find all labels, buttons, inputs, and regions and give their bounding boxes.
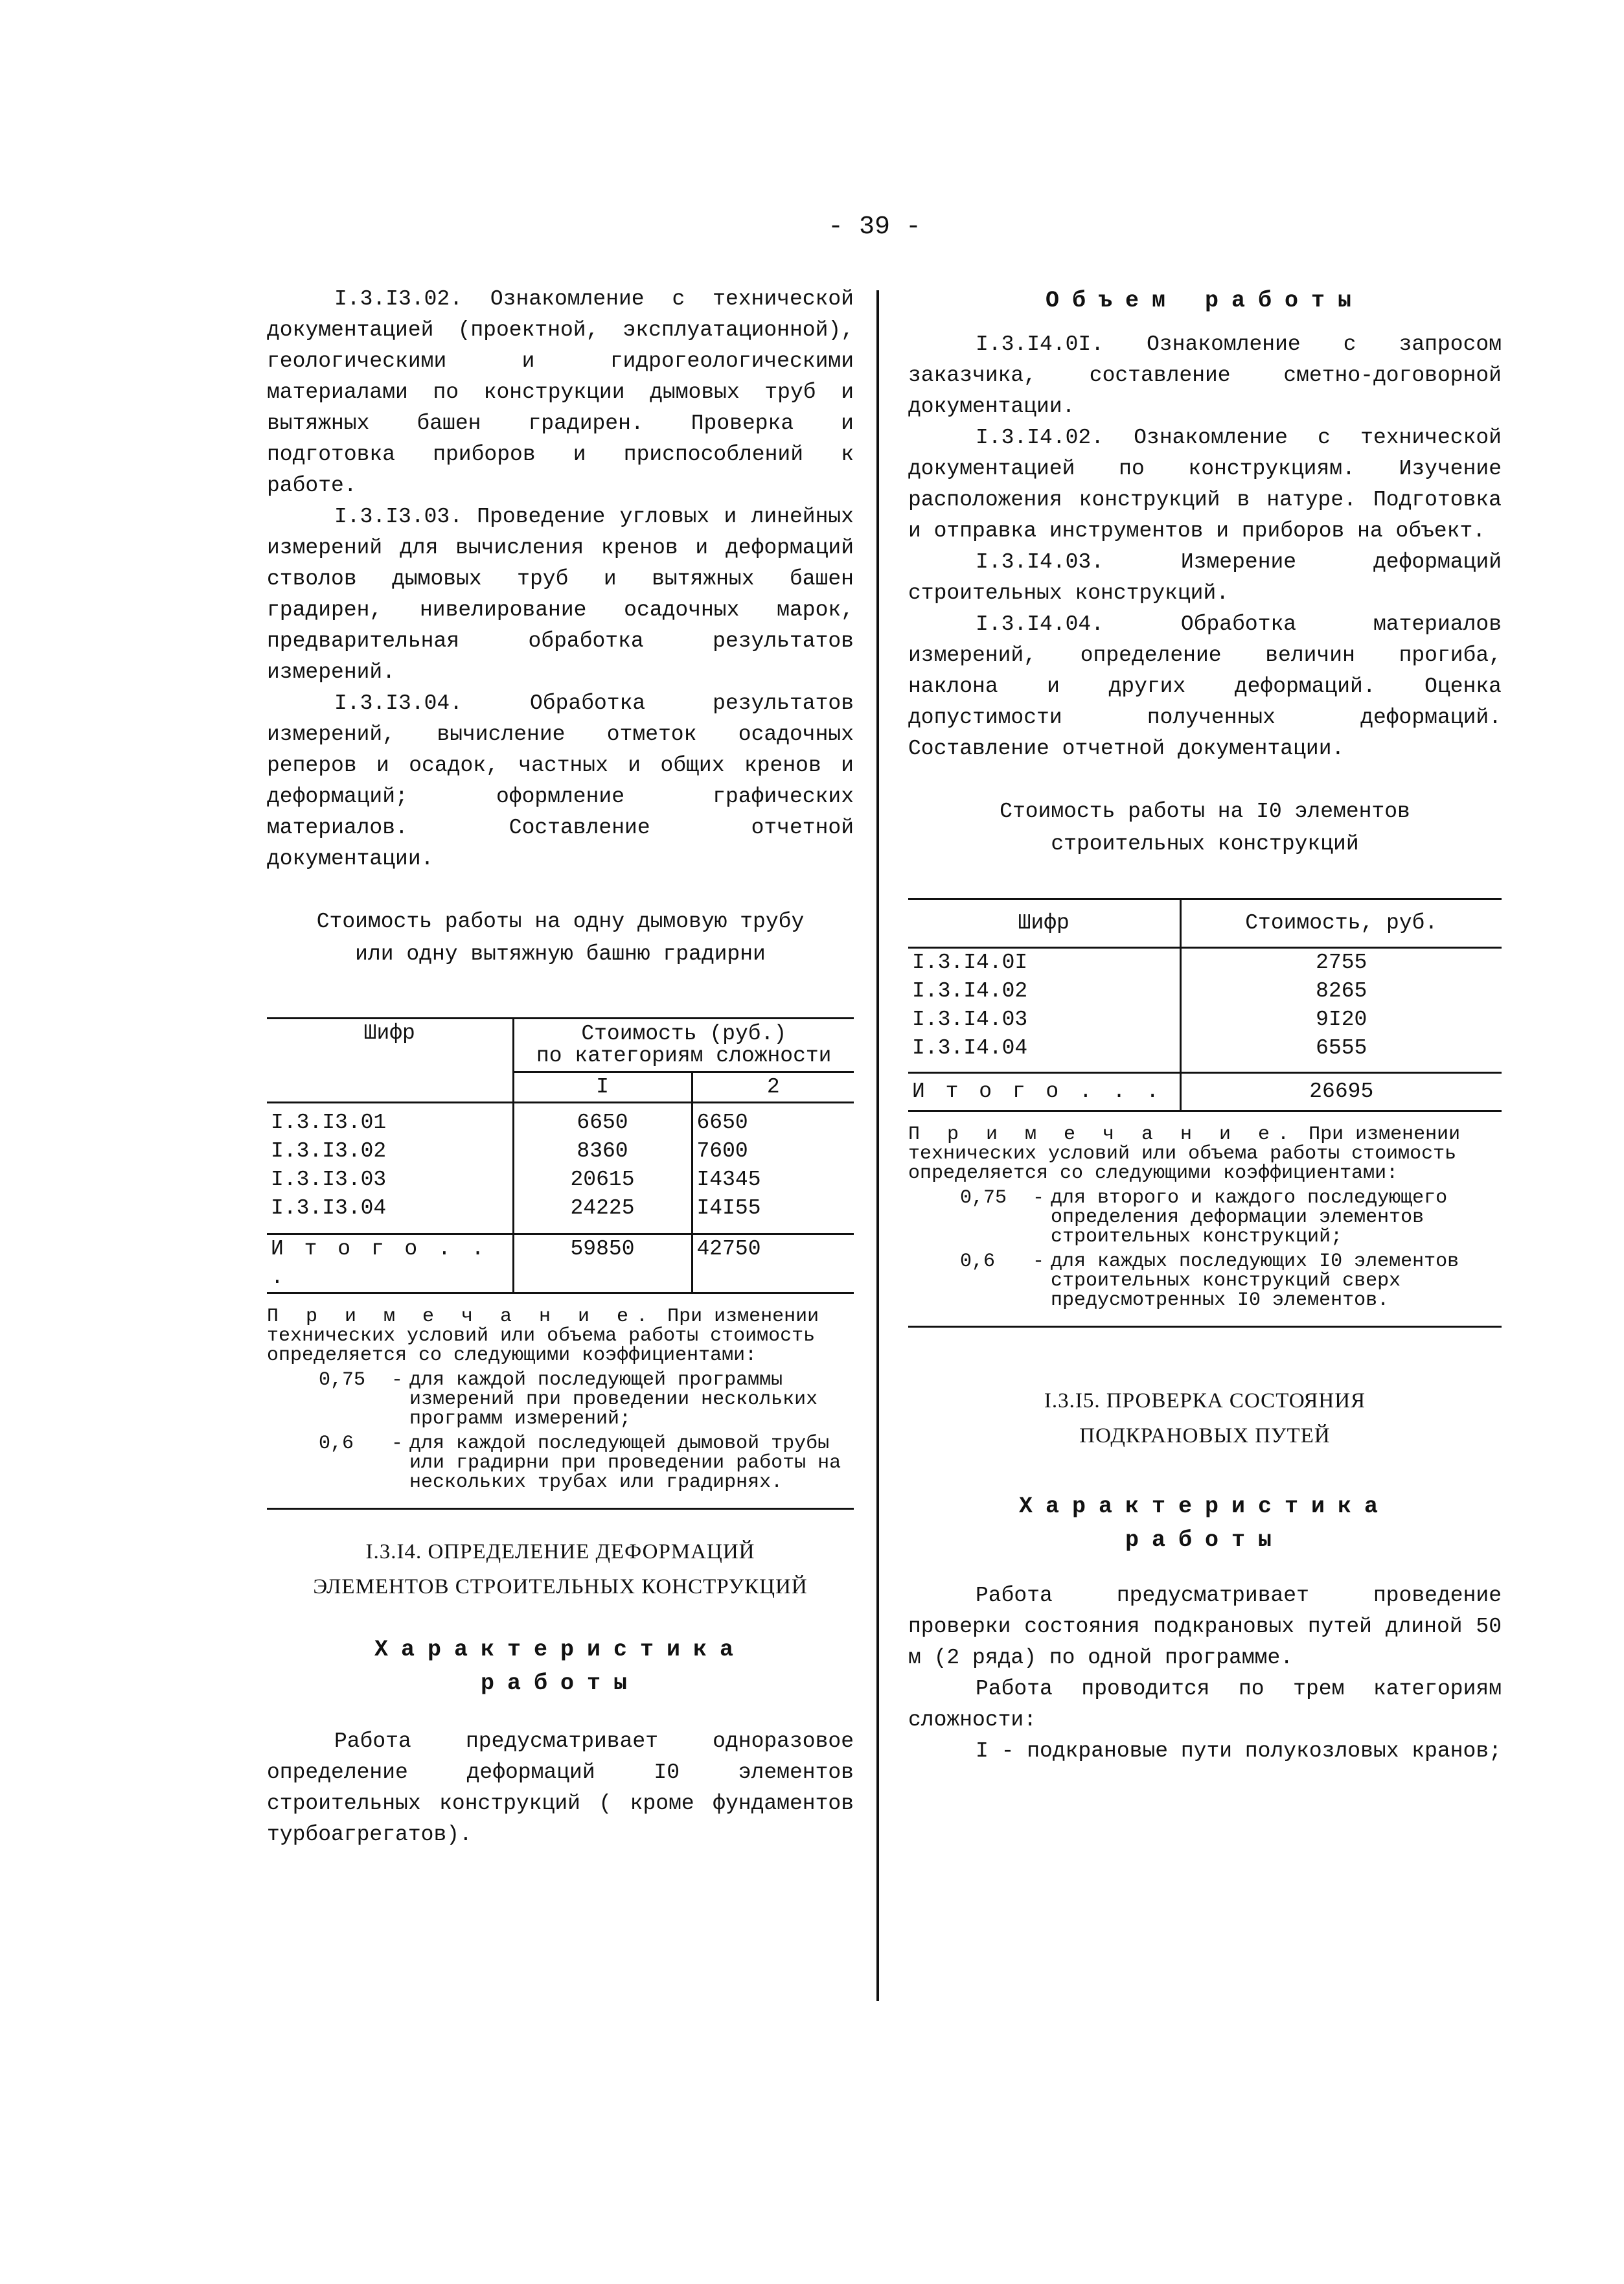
column-divider: [876, 290, 879, 2001]
total-value: 26695: [1180, 1073, 1502, 1111]
table-row: [267, 1194, 854, 1234]
note-item: [960, 1188, 1502, 1247]
table-row: [908, 977, 1502, 1006]
paragraph-1-3-13-02: I.3.I3.02. Ознакомление с технической документацией (проектной, эксплуатационной), геологическими и гидрогеологическими материалами по конструкции дымовых труб и вытяжных башен градирен. Проверка и подготовка приборов и приспособлений к работе.: [267, 287, 854, 498]
table-row: [908, 1034, 1502, 1073]
row-value-cat1: 8360: [513, 1137, 692, 1166]
note-coefficient: 0,75: [960, 1187, 1007, 1209]
table-caption-line-1: Стоимость работы на I0 элементов: [1000, 800, 1410, 824]
section-title-line-1: I.3.I4. ОПРЕДЕЛЕНИЕ ДЕФОРМАЦИЙ: [365, 1540, 755, 1563]
note-description: для каждых последующих I0 элементов строительных конструкций сверх предусмотренных I0 элементов.: [1051, 1251, 1459, 1311]
table-caption-line-2: или одну вытяжную башню градирни: [355, 942, 766, 966]
heading-work-scope: Объем работы: [1045, 288, 1365, 314]
note-dash: -: [391, 1369, 404, 1391]
row-value-cat2: I4I55: [692, 1194, 854, 1234]
note-text: При изменении технических условий или объема работы стоимость определяется со следующими коэффициентами:: [908, 1124, 1461, 1184]
header-cost-line-1: Стоимость (руб.): [581, 1022, 787, 1046]
note-coefficient: 0,6: [319, 1433, 354, 1455]
note-item: [319, 1434, 854, 1492]
row-code: I.3.I4.0I: [912, 951, 1028, 975]
row-value-cat2: I4345: [692, 1166, 854, 1194]
section-title-line-2: ПОДКРАНОВЫХ ПУТЕЙ: [1079, 1424, 1331, 1448]
row-code: I.3.I4.03: [912, 1008, 1028, 1032]
subheading-characteristic: Характеристика: [374, 1637, 747, 1663]
table-row: [267, 1103, 854, 1138]
left-column: [267, 284, 854, 1851]
row-value: 9I20: [1180, 1006, 1502, 1034]
row-value-cat1: 6650: [513, 1103, 692, 1138]
note-block: [267, 1307, 854, 1492]
note-block: [908, 1125, 1502, 1310]
header-cost: [513, 1019, 854, 1072]
row-code: I.3.I3.04: [271, 1196, 387, 1220]
row-code: I.3.I3.02: [271, 1139, 387, 1163]
row-code: I.3.I3.01: [271, 1111, 387, 1135]
paragraph-1-3-13-04: I.3.I3.04. Обработка результатов измерений, вычисление отметок осадочных реперов и осадок, частных и общих кренов и деформаций; оформление графических материалов. Составление отчетной документации.: [267, 691, 854, 871]
row-code: I.3.I4.02: [912, 979, 1028, 1003]
paragraph-work-description: Работа предусматривает одноразовое определение деформаций I0 элементов строительных конструкций ( кроме фундаментов турбоагрегатов).: [267, 1729, 854, 1847]
cost-table-structures: [908, 898, 1502, 1112]
cost-table-chimneys: [267, 1017, 854, 1294]
page-number: - 39 -: [827, 213, 922, 242]
header-category-1: I: [513, 1072, 692, 1103]
note-item: [960, 1252, 1502, 1310]
total-cat2: 42750: [692, 1234, 854, 1293]
header-category-2: 2: [692, 1072, 854, 1103]
note-coefficient: 0,75: [319, 1369, 366, 1391]
row-value-cat2: 6650: [692, 1103, 854, 1138]
paragraph-1-3-14-04: I.3.I4.04. Обработка материалов измерений, определение величин прогиба, наклона и других деформаций. Оценка допустимости полученных деформаций. Составление отчетной документации.: [908, 612, 1502, 761]
table-row: [908, 948, 1502, 978]
paragraph-category-1: I - подкрановые пути полукозловых кранов;: [976, 1739, 1502, 1763]
table-row: [267, 1166, 854, 1194]
row-value: 6555: [1180, 1034, 1502, 1073]
table-row: [908, 1006, 1502, 1034]
table-caption-line-1: Стоимость работы на одну дымовую трубу: [316, 910, 805, 934]
note-dash: -: [1033, 1251, 1045, 1273]
row-code: I.3.I3.03: [271, 1168, 387, 1192]
section-title-line-1: I.3.I5. ПРОВЕРКА СОСТОЯНИЯ: [1044, 1389, 1366, 1413]
total-label: И т о г о . . .: [908, 1073, 1180, 1111]
table-total-row: [908, 1073, 1502, 1111]
note-lead: П р и м е ч а н и е.: [267, 1306, 656, 1328]
subheading-work: работы: [1125, 1527, 1285, 1553]
note-coefficient: 0,6: [960, 1251, 996, 1273]
paragraph-work-description: Работа предусматривает проведение проверки состояния подкрановых путей длиной 50 м (2 ряда) по одной программе.: [908, 1584, 1502, 1670]
header-cost-line-2: по категориям сложности: [536, 1044, 832, 1068]
row-value: 8265: [1180, 977, 1502, 1006]
table-caption-line-2: строительных конструкций: [1051, 832, 1359, 856]
total-cat1: 59850: [513, 1234, 692, 1293]
note-dash: -: [391, 1433, 404, 1455]
row-value: 2755: [1180, 948, 1502, 978]
subheading-characteristic: Характеристика: [1018, 1494, 1391, 1519]
note-lead: П р и м е ч а н и е.: [908, 1124, 1298, 1146]
paragraph-1-3-13-03: I.3.I3.03. Проведение угловых и линейных измерений для вычисления кренов и деформаций стволов дымовых труб и вытяжных башен градирен, нивелирование осадочных марок, предварительная обработка результатов измерений.: [267, 505, 854, 684]
note-description: для каждой последующей программы измерений при проведении нескольких программ измерений;: [409, 1369, 818, 1430]
note-description: для второго и каждого последующего определения деформации элементов строительных конструкций;: [1051, 1187, 1448, 1248]
note-description: для каждой последующей дымовой трубы или градирни при проведении работы на нескольких трубах или градирнях.: [409, 1433, 841, 1494]
row-value-cat2: 7600: [692, 1137, 854, 1166]
paragraph-1-3-14-03: I.3.I4.03. Измерение деформаций строительных конструкций.: [908, 550, 1502, 605]
header-cost: Стоимость, руб.: [1180, 899, 1502, 948]
header-code: Шифр: [267, 1019, 513, 1103]
table-row: [267, 1137, 854, 1166]
section-title-line-2: ЭЛЕМЕНТОВ СТРОИТЕЛЬНЫХ КОНСТРУКЦИЙ: [313, 1575, 808, 1598]
header-code: Шифр: [908, 899, 1180, 948]
note-dash: -: [1033, 1187, 1045, 1209]
subheading-work: работы: [480, 1670, 641, 1696]
table-total-row: [267, 1234, 854, 1293]
note-item: [319, 1370, 854, 1429]
paragraph-1-3-14-01: I.3.I4.0I. Ознакомление с запросом заказчика, составление сметно-договорной документации.: [908, 332, 1502, 419]
row-value-cat1: 20615: [513, 1166, 692, 1194]
paragraph-complexity-categories: Работа проводится по трем категориям сложности:: [908, 1677, 1502, 1732]
row-code: I.3.I4.04: [912, 1036, 1028, 1060]
total-label: И т о г о . . .: [267, 1234, 513, 1293]
paragraph-1-3-14-02: I.3.I4.02. Ознакомление с технической документацией по конструкциям. Изучение расположения конструкций в натуре. Подготовка и отправка инструментов и приборов на объект.: [908, 426, 1502, 543]
right-column: [908, 284, 1502, 1767]
note-text: При изменении технических условий или объема работы стоимость определяется со следующими коэффициентами:: [267, 1306, 819, 1367]
row-value-cat1: 24225: [513, 1194, 692, 1234]
